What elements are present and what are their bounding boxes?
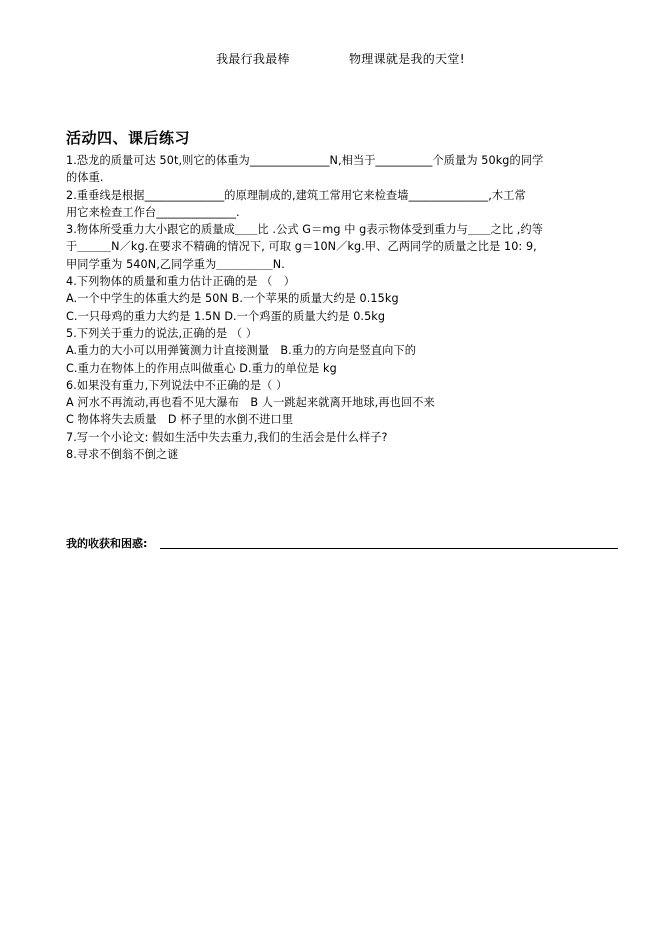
text-line: 用它来检查工作台______________. — [66, 205, 240, 219]
summary-section — [66, 535, 618, 551]
summary-label: 我的收获和困惑: — [66, 537, 148, 550]
text-line: 4.下列物体的质量和重力估计正确的是 （ ） — [66, 275, 295, 289]
header-motto: 我最行我最棒 — [216, 52, 290, 66]
text-line: 1.恐龙的质量可达 50t,则它的体重为______________N,相当于__________个质量为 50kg的同学 — [66, 154, 544, 167]
text-line: A 河水不再流动,再也看不见大瀑布 B 人一跳起来就离开地球,再也回不来 — [66, 396, 435, 410]
text-line: 8.寻求不倒翁不倒之谜 — [66, 448, 179, 462]
section-title: 活动四、课后练习 — [66, 129, 191, 147]
header-slogan: 物理课就是我的天堂! — [349, 52, 465, 66]
text-line: A.重力的大小可以用弹簧测力计直接测量 B.重力的方向是竖直向下的 — [66, 344, 416, 358]
text-line: 5.下列关于重力的说法,正确的是 （ ） — [66, 326, 258, 340]
text-line: 的体重. — [66, 171, 104, 185]
text-line: A.一个中学生的体重大约是 50N B.一个苹果的质量大约是 0.15kg — [66, 292, 399, 306]
text-line: C 物体将失去质量 D 杯子里的水倒不进口里 — [66, 413, 294, 427]
text-line: 6.如果没有重力,下列说法中不正确的是（ ） — [66, 378, 288, 392]
exercise-body — [66, 152, 634, 463]
text-line: C.一只母鸡的重力大约是 1.5N D.一个鸡蛋的质量大约是 0.5kg — [66, 309, 386, 323]
summary-answer-line — [160, 548, 618, 549]
text-line: 3.物体所受重力大小跟它的质量成＿＿比 .公式 G＝mg 中 g表示物体受到重力与＿＿之比 ,约等 — [66, 223, 543, 237]
text-line: C.重力在物体上的作用点叫做重心 D.重力的单位是 kg — [66, 361, 337, 375]
text-line: 甲同学重为 540N,乙同学重为＿＿＿＿＿N. — [66, 257, 285, 271]
text-line: 2.重垂线是根据______________的原理制成的,建筑工常用它来检查墙______________,木工常 — [66, 188, 526, 202]
text-line: 于＿＿＿N／kg.在要求不精确的情况下, 可取 g＝10N／kg.甲、乙两同学的质量之比是 10: 9, — [66, 240, 537, 254]
text-line: 7.写一个小论文: 假如生活中失去重力,我们的生活会是什么样子? — [66, 430, 388, 444]
